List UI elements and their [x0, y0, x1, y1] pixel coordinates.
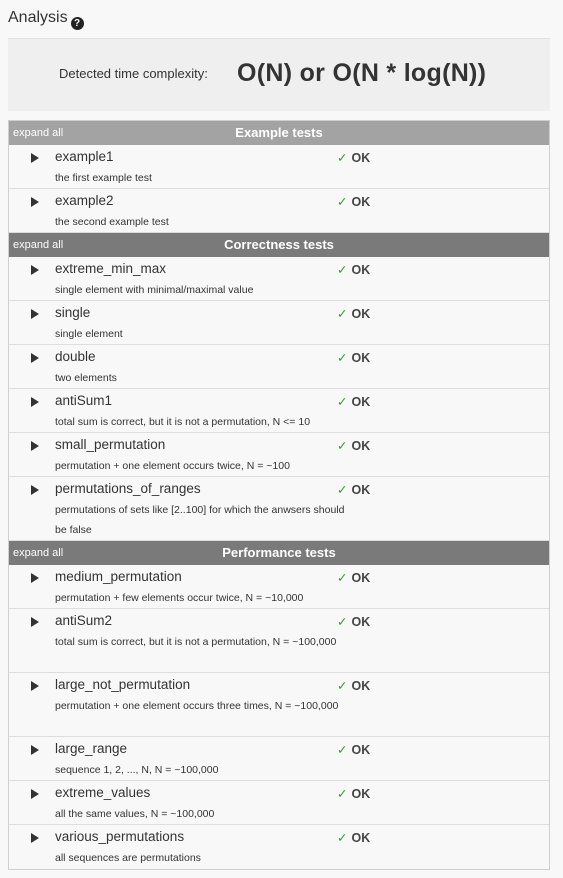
check-icon: ✓ [337, 831, 348, 845]
test-description: sequence 1, 2, ..., N, N = ~100,000 [55, 764, 219, 776]
expand-arrow-icon[interactable] [31, 745, 39, 755]
expand-all-link[interactable]: expand all [13, 239, 64, 251]
status-text: OK [351, 743, 371, 757]
test-name: example1 [55, 149, 114, 164]
group-header-correctness [9, 233, 549, 257]
test-status [337, 786, 370, 801]
help-icon[interactable]: ? [71, 17, 84, 30]
status-text: OK [351, 351, 371, 365]
check-icon: ✓ [337, 151, 348, 165]
check-icon: ✓ [337, 263, 348, 277]
expand-arrow-icon[interactable] [31, 485, 39, 495]
test-description: permutation + few elements occur twice, N = ~10,000 [55, 592, 304, 604]
test-description: all sequences are permutations [55, 852, 201, 864]
test-name: permutations_of_ranges [55, 481, 201, 496]
check-icon: ✓ [337, 439, 348, 453]
expand-all-link[interactable]: expand all [13, 547, 64, 559]
test-status [337, 438, 370, 453]
test-row[interactable] [9, 257, 549, 301]
test-name: small_permutation [55, 437, 166, 452]
status-text: OK [351, 439, 371, 453]
expand-arrow-icon[interactable] [31, 441, 39, 451]
status-text: OK [351, 679, 371, 693]
test-status [337, 830, 370, 845]
expand-arrow-icon[interactable] [31, 573, 39, 583]
test-description: total sum is correct, but it is not a permutation, N = ~100,000 [55, 636, 337, 648]
test-description: the second example test [55, 216, 169, 228]
test-status [337, 570, 370, 585]
group-title: Performance tests [222, 545, 336, 560]
test-row[interactable] [9, 609, 549, 673]
expand-arrow-icon[interactable] [31, 617, 39, 627]
status-text: OK [351, 195, 371, 209]
status-text: OK [351, 395, 371, 409]
test-name: antiSum2 [55, 613, 113, 628]
test-row[interactable] [9, 737, 549, 781]
group-title: Example tests [235, 125, 323, 140]
expand-arrow-icon[interactable] [31, 353, 39, 363]
test-name: extreme_min_max [55, 261, 167, 276]
status-text: OK [351, 307, 371, 321]
check-icon: ✓ [337, 679, 348, 693]
expand-arrow-icon[interactable] [31, 833, 39, 843]
expand-arrow-icon[interactable] [31, 265, 39, 275]
test-description: total sum is correct, but it is not a permutation, N <= 10 [55, 416, 311, 428]
test-description: single element [55, 328, 123, 340]
test-row[interactable] [9, 189, 549, 233]
test-name: single [55, 305, 91, 320]
check-icon: ✓ [337, 787, 348, 801]
complexity-label: Detected time complexity: [59, 66, 208, 81]
test-row[interactable] [9, 781, 549, 825]
test-description: the first example test [55, 172, 152, 184]
test-row[interactable] [9, 345, 549, 389]
expand-arrow-icon[interactable] [31, 153, 39, 163]
analysis-title: Analysis [8, 9, 68, 26]
expand-arrow-icon[interactable] [31, 309, 39, 319]
test-description: permutation + one element occurs twice, N = ~100 [55, 460, 290, 472]
test-status [337, 394, 370, 409]
check-icon: ✓ [337, 307, 348, 321]
status-text: OK [351, 571, 371, 585]
test-description: all the same values, N = ~100,000 [55, 808, 215, 820]
group-title: Correctness tests [224, 237, 334, 252]
expand-arrow-icon[interactable] [31, 681, 39, 691]
expand-arrow-icon[interactable] [31, 197, 39, 207]
status-text: OK [351, 263, 371, 277]
test-row[interactable] [9, 301, 549, 345]
test-name: example2 [55, 193, 114, 208]
test-name: large_not_permutation [55, 677, 191, 692]
test-status [337, 150, 370, 165]
test-description: single element with minimal/maximal value [55, 284, 254, 296]
test-description: two elements [55, 372, 117, 384]
test-row[interactable] [9, 389, 549, 433]
status-text: OK [351, 151, 371, 165]
test-row[interactable] [9, 477, 549, 541]
complexity-panel [8, 38, 550, 111]
test-name: medium_permutation [55, 569, 182, 584]
status-text: OK [351, 787, 371, 801]
test-status [337, 306, 370, 321]
test-status [337, 194, 370, 209]
test-name: various_permutations [55, 829, 185, 844]
test-name: antiSum1 [55, 393, 113, 408]
expand-arrow-icon[interactable] [31, 789, 39, 799]
test-status [337, 614, 370, 629]
tests-table [8, 120, 550, 870]
test-row[interactable] [9, 825, 549, 869]
check-icon: ✓ [337, 395, 348, 409]
test-status [337, 678, 370, 693]
check-icon: ✓ [337, 743, 348, 757]
test-description: permutation + one element occurs three times, N = ~100,000 [55, 700, 339, 712]
expand-arrow-icon[interactable] [31, 397, 39, 407]
test-name: double [55, 349, 96, 364]
group-header-performance [9, 541, 549, 565]
group-header-example [9, 121, 549, 145]
check-icon: ✓ [337, 351, 348, 365]
test-row[interactable] [9, 673, 549, 737]
expand-all-link[interactable]: expand all [13, 127, 64, 139]
test-description: permutations of sets like [2..100] for which the anwsers should be false [55, 504, 345, 536]
test-row[interactable] [9, 565, 549, 609]
test-status [337, 742, 370, 757]
status-text: OK [351, 831, 371, 845]
check-icon: ✓ [337, 615, 348, 629]
test-row[interactable] [9, 145, 549, 189]
test-name: large_range [55, 741, 128, 756]
status-text: OK [351, 615, 371, 629]
check-icon: ✓ [337, 195, 348, 209]
test-status [337, 350, 370, 365]
test-status [337, 262, 370, 277]
status-text: OK [351, 483, 371, 497]
check-icon: ✓ [337, 483, 348, 497]
analysis-header [8, 6, 84, 28]
complexity-value: O(N) or O(N * log(N)) [237, 59, 487, 87]
test-name: extreme_values [55, 785, 151, 800]
check-icon: ✓ [337, 571, 348, 585]
test-status [337, 482, 370, 497]
test-row[interactable] [9, 433, 549, 477]
